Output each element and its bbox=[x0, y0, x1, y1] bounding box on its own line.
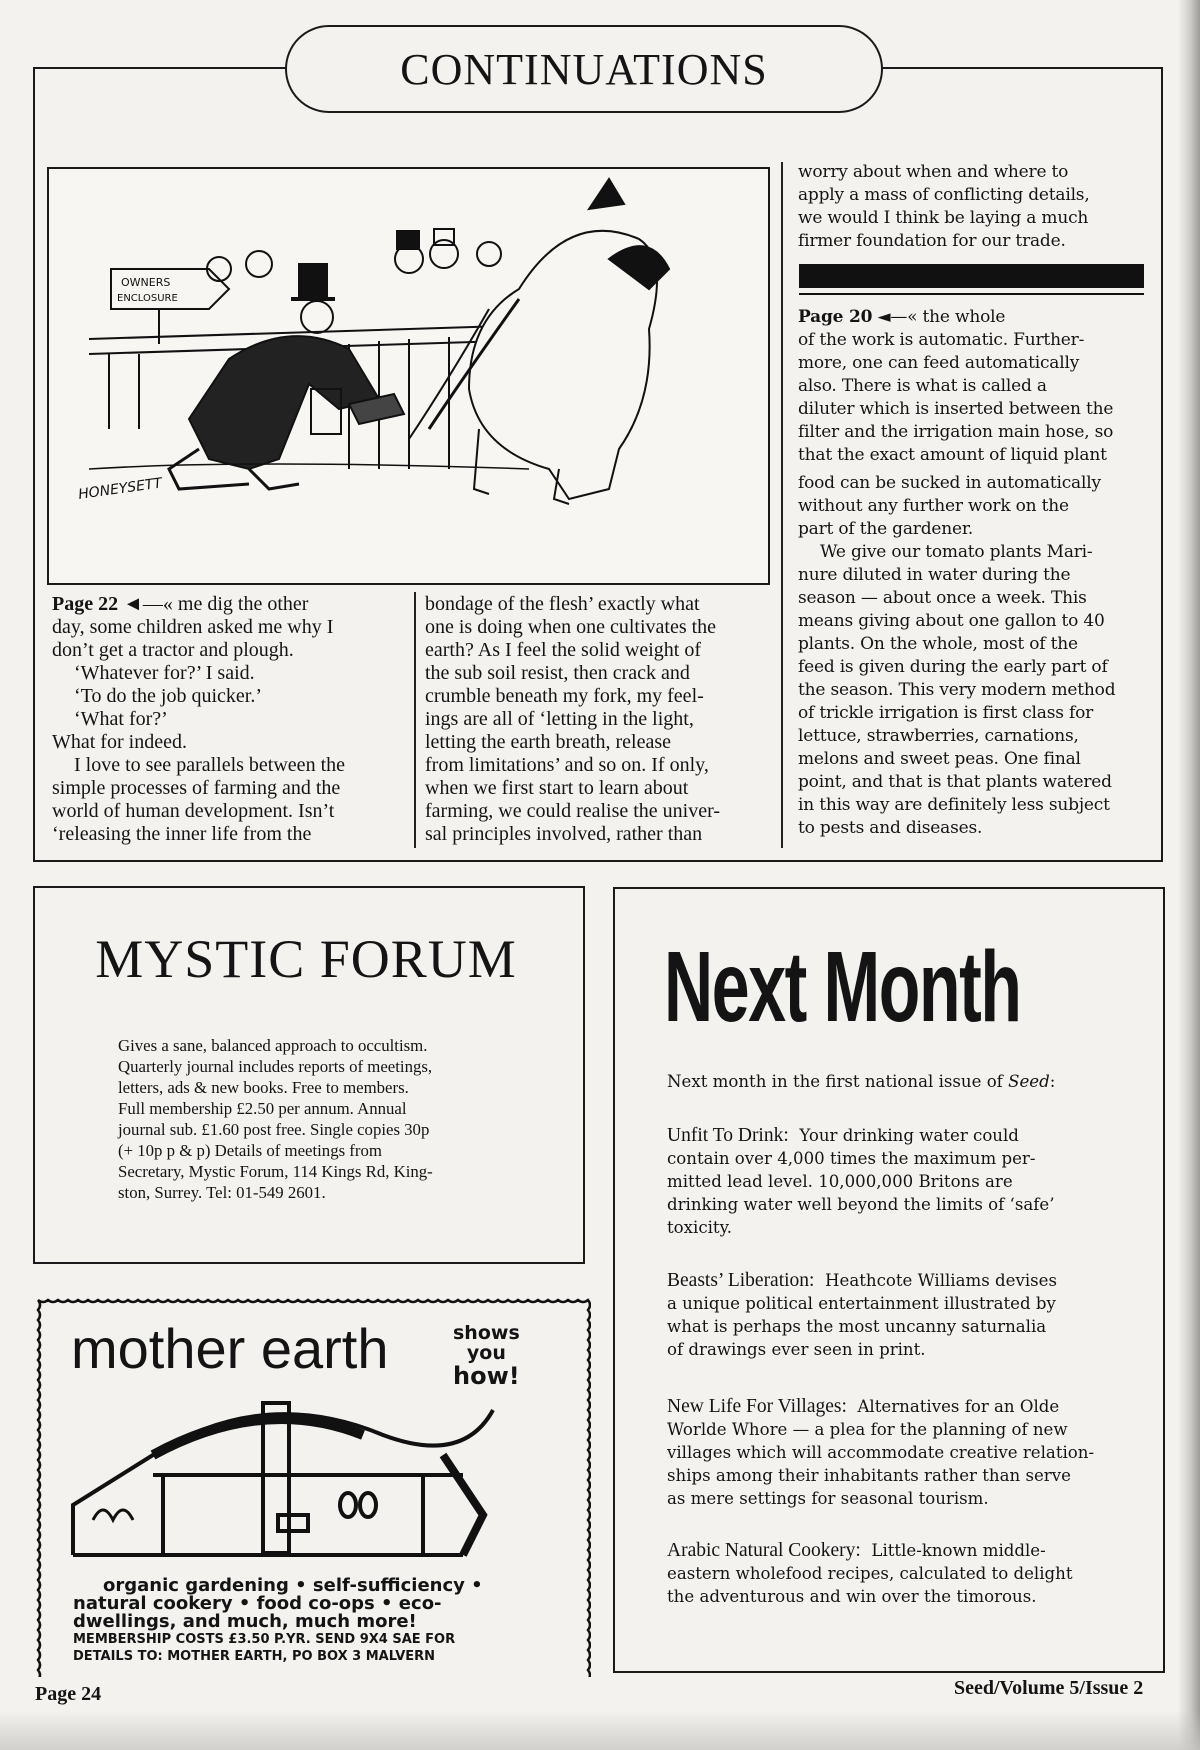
text-line: bondage of the flesh’ exactly what bbox=[425, 593, 700, 615]
text-line: letters, ads & new books. Free to members. bbox=[118, 1078, 409, 1097]
next-month-item bbox=[667, 1269, 1057, 1361]
text-line: ‘What for?’ bbox=[74, 708, 168, 730]
text-line: Full membership £2.50 per annum. Annual bbox=[118, 1099, 407, 1118]
item-title: New Life For Villages: bbox=[667, 1396, 847, 1417]
text-line: more, one can feed automatically bbox=[798, 353, 1080, 373]
text-line: part of the gardener. bbox=[798, 519, 974, 539]
mystic-forum-title: MYSTIC FORUM bbox=[95, 929, 517, 989]
text-line: world of human development. Isn’t bbox=[52, 800, 335, 822]
page-edge-shadow bbox=[1178, 0, 1200, 1750]
text-line: what is perhaps the most uncanny saturnalia bbox=[667, 1317, 1047, 1336]
text-line: Secretary, Mystic Forum, 114 Kings Rd, King- bbox=[118, 1162, 433, 1181]
cartoon-signature: HONEYSETT bbox=[77, 475, 164, 503]
text-line: nure diluted in water during the bbox=[798, 565, 1071, 585]
text-line: of trickle irrigation is first class for bbox=[798, 703, 1094, 723]
article1-ending bbox=[798, 161, 1090, 253]
column-divider bbox=[414, 592, 416, 848]
text-line: ston, Surrey. Tel: 01-549 2601. bbox=[118, 1183, 326, 1202]
text-line: simple processes of farming and the bbox=[52, 777, 341, 799]
tagline-line: shows bbox=[453, 1322, 520, 1344]
text-line: letting the earth breath, release bbox=[425, 731, 671, 753]
text-line: the sub soil resist, then crack and bbox=[425, 662, 690, 684]
text-line: apply a mass of conflicting details, bbox=[798, 185, 1090, 205]
text-line: firmer foundation for our trade. bbox=[798, 231, 1066, 251]
next-month-item bbox=[667, 1124, 1054, 1239]
earth-dwelling-drawing bbox=[63, 1395, 563, 1575]
text-line: without any further work on the bbox=[798, 496, 1069, 516]
item-title: Beasts’ Liberation: bbox=[667, 1270, 815, 1291]
text-line: eastern wholefood recipes, calculated to delight bbox=[667, 1564, 1073, 1583]
text-line: natural cookery • food co-ops • eco- bbox=[73, 1593, 442, 1614]
issue-label: Seed/Volume 5/Issue 2 bbox=[954, 1677, 1144, 1699]
text-line: plants. On the whole, most of the bbox=[798, 634, 1078, 654]
next-month-item bbox=[667, 1539, 1073, 1608]
text-line: one is doing when one cultivates the bbox=[425, 616, 717, 638]
page-title: CONTINUATIONS bbox=[285, 25, 883, 113]
arrow-left-icon: ◄—« bbox=[123, 593, 173, 615]
text-line: food can be sucked in automatically bbox=[798, 473, 1101, 493]
item-title: Arabic Natural Cookery: bbox=[667, 1540, 861, 1561]
text-line: the season. This very modern method bbox=[798, 680, 1116, 700]
text-line: season — about once a week. This bbox=[798, 588, 1087, 608]
sign-text: ENCLOSURE bbox=[117, 293, 178, 304]
text-line: farming, we could realise the univer- bbox=[425, 800, 721, 822]
text-line: lettuce, strawberries, carnations, bbox=[798, 726, 1079, 746]
text-line: means giving about one gallon to 40 bbox=[798, 611, 1105, 631]
text-line: crumble beneath my fork, my feel- bbox=[425, 685, 704, 707]
text-line: journal sub. £1.60 post free. Single copies 30p bbox=[118, 1120, 430, 1139]
text-line: What for indeed. bbox=[52, 731, 187, 753]
intro-punct: : bbox=[1049, 1072, 1056, 1091]
text-line: contain over 4,000 times the maximum per- bbox=[667, 1149, 1036, 1168]
text-line: mitted lead level. 10,000,000 Britons are bbox=[667, 1172, 1013, 1191]
text-line: melons and sweet peas. One final bbox=[798, 749, 1081, 769]
mystic-forum-text bbox=[118, 1035, 433, 1203]
text-line: worry about when and where to bbox=[798, 162, 1069, 182]
text-line: in this way are definitely less subject bbox=[798, 795, 1110, 815]
text-line: that the exact amount of liquid plant bbox=[798, 445, 1107, 465]
spectators bbox=[207, 229, 501, 281]
mother-earth-text bbox=[73, 1577, 483, 1665]
text-line: Worlde Whore — a plea for the planning of new bbox=[667, 1420, 1068, 1439]
owners-enclosure-sign bbox=[111, 269, 229, 344]
text-line: diluter which is inserted between the bbox=[798, 399, 1114, 419]
text-line: Little-known middle- bbox=[871, 1541, 1046, 1560]
text-line: Heathcote Williams devises bbox=[825, 1271, 1058, 1290]
text-line: from limitations’ and so on. If only, bbox=[425, 754, 709, 776]
tagline-line: you bbox=[466, 1342, 506, 1364]
text-line: of drawings ever seen in print. bbox=[667, 1340, 926, 1359]
text-line: also. There is what is called a bbox=[798, 376, 1047, 396]
ground-line bbox=[89, 464, 529, 469]
intro-text: Next month in the first national issue of bbox=[667, 1072, 1003, 1091]
text-line: toxicity. bbox=[667, 1218, 733, 1237]
text-line: (+ 10p p & p) Details of meetings from bbox=[118, 1141, 382, 1160]
item-title: Unfit To Drink: bbox=[667, 1125, 789, 1146]
page-number: Page 24 bbox=[35, 1683, 102, 1705]
mother-earth-title: mother earth bbox=[71, 1317, 389, 1380]
sign-text: OWNERS bbox=[121, 276, 171, 289]
text-line: Alternatives for an Olde bbox=[857, 1397, 1060, 1416]
text-line: the adventurous and win over the timorous. bbox=[667, 1587, 1037, 1606]
tagline-line: how! bbox=[453, 1362, 520, 1390]
text-line: earth? As I feel the solid weight of bbox=[425, 639, 702, 661]
text-line: ‘Whatever for?’ I said. bbox=[74, 662, 255, 684]
article1-col2 bbox=[425, 593, 720, 846]
continued-from-label: Page 20 bbox=[798, 307, 873, 327]
next-month-heading: Next Month bbox=[664, 931, 1021, 1043]
text-line: DETAILS TO: MOTHER EARTH, PO BOX 3 MALVERN bbox=[73, 1649, 436, 1664]
column-divider bbox=[781, 162, 783, 848]
text-line: ships among their inhabitants rather than serve bbox=[667, 1466, 1071, 1485]
text-line: dwellings, and much, much more! bbox=[73, 1611, 417, 1632]
text-line: ‘To do the job quicker.’ bbox=[74, 685, 262, 707]
cartoon-drawing bbox=[49, 169, 768, 583]
text-line: filter and the irrigation main hose, so bbox=[798, 422, 1114, 442]
arrow-left-icon: ◄—« bbox=[877, 307, 918, 327]
text-line: ings are all of ‘letting in the light, bbox=[425, 708, 694, 730]
text-line: me dig the other bbox=[177, 593, 309, 615]
text-line: villages which will accommodate creative relation- bbox=[667, 1443, 1095, 1462]
mother-earth-ad bbox=[33, 1295, 591, 1677]
text-line: drinking water well beyond the limits of ‘safe’ bbox=[667, 1195, 1055, 1214]
text-line: point, and that is that plants watered bbox=[798, 772, 1112, 792]
text-line: as mere settings for seasonal tourism. bbox=[667, 1489, 989, 1508]
article2-part2 bbox=[798, 472, 1115, 840]
text-line: day, some children asked me why I bbox=[52, 616, 334, 638]
text-line: we would I think be laying a much bbox=[798, 208, 1089, 228]
magazine-name: Seed bbox=[1008, 1072, 1050, 1091]
text-line: of the work is automatic. Further- bbox=[798, 330, 1085, 350]
text-line: to pests and diseases. bbox=[798, 818, 983, 838]
text-line: sal principles involved, rather than bbox=[425, 823, 703, 845]
text-line: MEMBERSHIP COSTS £3.50 P.YR. SEND 9X4 SAE FOR bbox=[73, 1632, 456, 1647]
continued-from-label: Page 22 bbox=[52, 593, 119, 615]
next-month-item bbox=[667, 1395, 1094, 1510]
text-line: a unique political entertainment illustrated by bbox=[667, 1294, 1056, 1313]
text-line: I love to see parallels between the bbox=[74, 754, 345, 776]
text-line: don’t get a tractor and plough. bbox=[52, 639, 294, 661]
text-line: Gives a sane, balanced approach to occultism. bbox=[118, 1036, 428, 1055]
text-line: We give our tomato plants Mari- bbox=[820, 542, 1093, 562]
cartoon-illustration bbox=[47, 167, 770, 585]
article2-part1 bbox=[798, 306, 1113, 467]
text-line: the whole bbox=[922, 307, 1006, 327]
text-line: when we first start to learn about bbox=[425, 777, 689, 799]
page-bottom-shadow bbox=[0, 1710, 1200, 1750]
text-line: Quarterly journal includes reports of meetings, bbox=[118, 1057, 433, 1076]
text-line: ‘releasing the inner life from the bbox=[52, 823, 312, 845]
text-line: feed is given during the early part of bbox=[798, 657, 1108, 677]
article1-col1 bbox=[52, 593, 345, 846]
mother-earth-tagline bbox=[453, 1323, 520, 1389]
section-divider-bar bbox=[799, 264, 1144, 288]
text-line: organic gardening • self-sufficiency • bbox=[103, 1575, 483, 1596]
text-line: Your drinking water could bbox=[799, 1126, 1019, 1145]
section-divider-rule bbox=[799, 293, 1144, 295]
next-month-intro bbox=[667, 1070, 1055, 1093]
